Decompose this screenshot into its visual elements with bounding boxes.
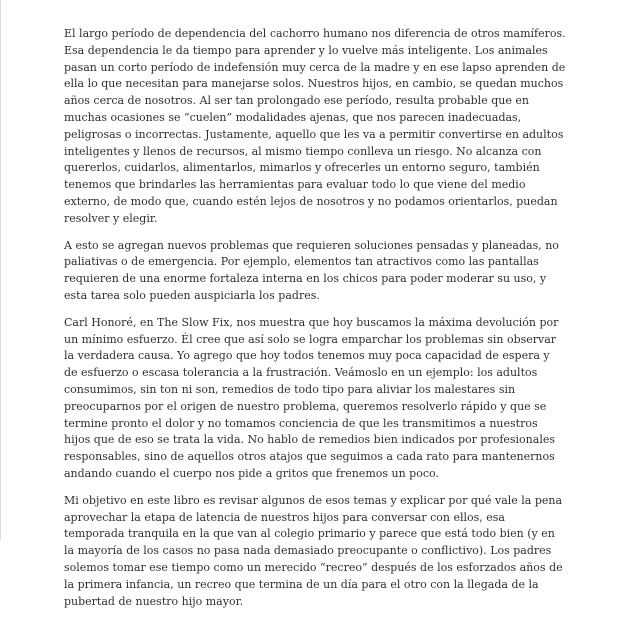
- paragraph-1: El largo período de dependencia del cachorro humano nos diferencia de otros mamíferos. Esa dependencia le da tiempo para aprender y lo vuelve más inteligente. Los animales pasan un corto período de indefensión muy cerca de la madre y en ese lapso aprenden de ella lo que necesitan para manejarse solos. Nuestros hijos, en cambio, se quedan muchos años cerca de nosotros. Al ser tan prolongado ese período, resulta probable que en muchas ocasiones se “cuelen” modalidades ajenas, que nos parecen inadecuadas, peligrosas o incorrectas. Justamente, aquello que les va a permitir convertirse en adultos inteligentes y llenos de recursos, al mismo tiempo conlleva un riesgo. No alcanza con quererlos, cuidarlos, alimentarlos, mimarlos y ofrecerles un entorno seguro, también tenemos que brindarles las herramientas para evaluar todo lo que viene del medio externo, de modo que, cuando estén lejos de nosotros y no podamos orientarlos, puedan resolver y elegir.: [64, 27, 566, 225]
- document-page: [64, 26, 566, 620]
- paragraph-2: A esto se agregan nuevos problemas que requieren soluciones pensadas y planeadas, no paliativas o de emergencia. Por ejemplo, elementos tan atractivos como las pantallas requieren de una enorme fortaleza interna en los chicos para poder moderar su uso, y esta tarea solo pueden auspiciarla los padres.: [64, 238, 559, 302]
- paragraph-3: Carl Honoré, en The Slow Fix, nos muestra que hoy buscamos la máxima devolución por un mínimo esfuerzo. Él cree que así solo se logra emparchar los problemas sin observar la verdadera causa. Yo agrego que hoy todos tenemos muy poca capacidad de espera y de esfuerzo o escasa tolerancia a la frustración. Veámoslo en un ejemplo: los adultos consumimos, sin ton ni son, remedios de todo tipo para aliviar los malestares sin preocuparnos por el origen de nuestro problema, queremos resolverlo rápido y que se termine pronto el dolor y no tomamos conciencia de que les transmitimos a nuestros hijos que de eso se trata la vida. No hablo de remedios bien indicados por profesionales responsables, sino de aquellos otros atajos que seguimos a cada rato para mantenernos andando cuando el cuerpo nos pide a gritos que frenemos un poco.: [64, 315, 559, 480]
- page-left-border: [0, 0, 1, 540]
- paragraph-4: Mi objetivo en este libro es revisar algunos de esos temas y explicar por qué vale la pena aprovechar la etapa de latencia de nuestros hijos para conversar con ellos, esa temporada tranquila en la que van al colegio primario y parece que está todo bien (y en la mayoría de los casos no pasa nada demasiado preocupante o conflictivo). Los padres solemos tomar ese tiempo como un merecido “recreo” después de los esforzados años de la primera infancia, un recreo que termina de un día para el otro con la llegada de la pubertad de nuestro hijo mayor.: [64, 493, 563, 608]
